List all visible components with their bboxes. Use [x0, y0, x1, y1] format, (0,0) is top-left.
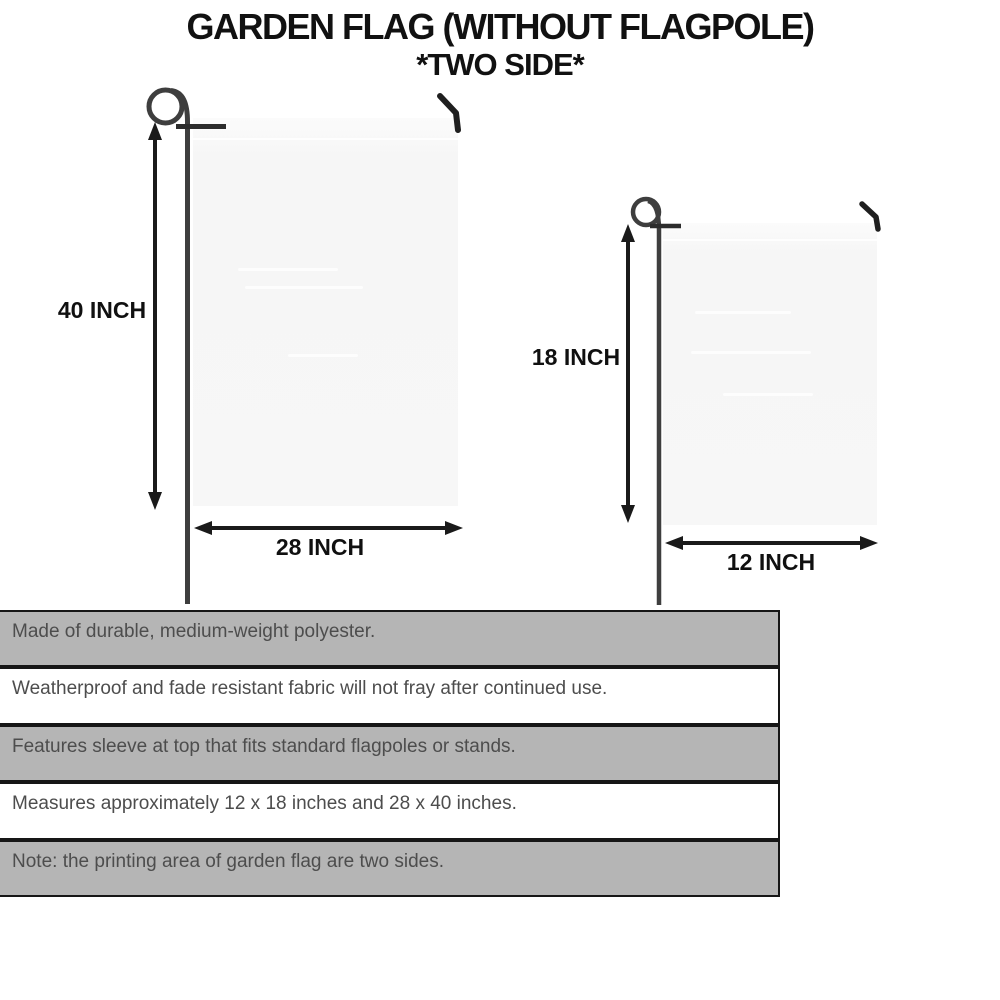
small-flag-height-label: 18 INCH: [531, 344, 621, 370]
feature-text: Features sleeve at top that fits standard flagpoles or stands.: [12, 735, 516, 757]
feature-text: Measures approximately 12 x 18 inches and 28 x 40 inches.: [12, 793, 517, 815]
large-flag-height-label: 40 INCH: [57, 297, 147, 323]
large-flagpole: [171, 91, 188, 605]
large-width-arrow-icon: [194, 521, 463, 535]
large-hanger-hook-icon: [440, 96, 458, 130]
large-flag-width-label: 28 INCH: [275, 534, 365, 560]
feature-row-1: [0, 610, 780, 667]
feature-text: Weatherproof and fade resistant fabric will not fray after continued use.: [12, 678, 608, 700]
title-line-2: *TWO SIDE*: [416, 47, 584, 82]
title-line-1: GARDEN FLAG (WITHOUT FLAGPOLE): [186, 6, 814, 47]
small-height-arrow-icon: [621, 224, 635, 523]
feature-row-4: [0, 782, 780, 839]
small-flagpole: [648, 201, 659, 605]
feature-text: Made of durable, medium-weight polyester.: [12, 621, 376, 642]
small-hanger-hook-icon: [862, 204, 878, 229]
feature-row-3: [0, 725, 780, 782]
small-width-arrow-icon: [665, 536, 878, 550]
feature-text: Note: the printing area of garden flag are two sides.: [12, 850, 444, 872]
small-flag-width-label: 12 INCH: [726, 549, 816, 575]
large-pole-loop-icon: [149, 90, 182, 123]
feature-row-5: [0, 840, 780, 897]
feature-list: [0, 610, 780, 897]
feature-row-2: [0, 667, 780, 724]
